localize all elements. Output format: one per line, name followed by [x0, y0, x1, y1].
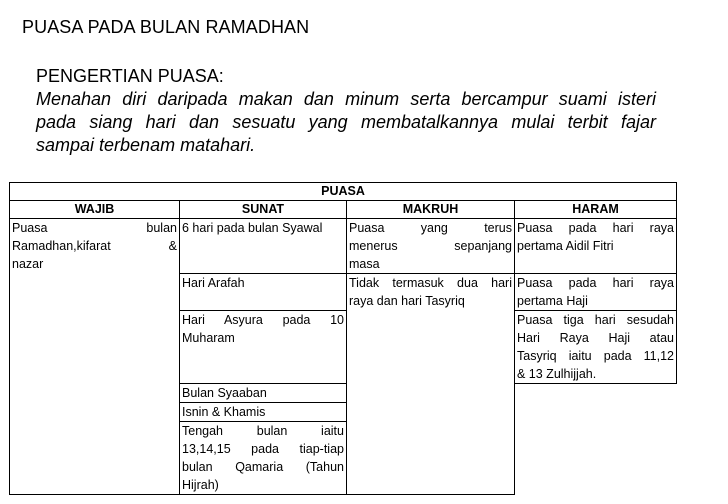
puasa-table	[9, 182, 677, 495]
definition-heading: PENGERTIAN PUASA:	[36, 66, 224, 86]
column-header-sunat: SUNAT	[180, 201, 347, 219]
cell-line: nazar	[12, 257, 44, 271]
haram-cell	[515, 219, 677, 274]
cell-line: Tidak termasuk dua hari	[349, 276, 512, 290]
cell-line: Hari Asyura pada 10	[182, 313, 344, 327]
makruh-cell	[347, 274, 515, 495]
cell-line: pertama Haji	[517, 294, 588, 308]
cell-line: Tengah bulan iaitu	[182, 424, 344, 438]
cell-line: & 13 Zulhijjah.	[517, 367, 597, 381]
makruh-cell	[347, 219, 515, 274]
column-header-haram: HARAM	[515, 201, 677, 219]
definition-line: Menahan diri daripada makan dan minum serta bercampur suami isteri	[36, 89, 656, 109]
cell-line: Hari Raya Haji atau	[517, 331, 675, 345]
table-caption: PUASA	[10, 183, 677, 201]
cell-line: Hari Arafah	[182, 276, 245, 290]
sunat-cell	[180, 403, 347, 422]
sunat-cell	[180, 422, 347, 495]
sunat-cell	[180, 311, 347, 384]
cell-line: raya dan hari Tasyriq	[349, 294, 465, 308]
haram-empty	[515, 384, 677, 495]
cell-line: Muharam	[182, 331, 235, 345]
column-header-wajib: WAJIB	[10, 201, 180, 219]
cell-line: pertama Aidil Fitri	[517, 239, 614, 253]
sunat-cell	[180, 219, 347, 274]
definition-line: pada siang hari dan sesuatu yang membatalkannya mulai terbit fajar	[36, 112, 656, 132]
cell-line: 6 hari pada bulan Syawal	[182, 221, 323, 235]
cell-line: Puasa pada hari raya	[517, 276, 675, 290]
page-title: PUASA PADA BULAN RAMADHAN	[22, 17, 310, 37]
cell-line: Puasa tiga hari sesudah	[517, 313, 675, 327]
column-header-makruh: MAKRUH	[347, 201, 515, 219]
cell-line: masa	[349, 257, 380, 271]
definition-text	[36, 88, 656, 157]
cell-line: Hijrah)	[182, 478, 219, 492]
cell-line: menerus sepanjang	[349, 239, 512, 253]
haram-cell	[515, 274, 677, 311]
cell-line: bulan Qamaria (Tahun	[182, 460, 344, 474]
cell-line: Isnin & Khamis	[182, 405, 266, 419]
sunat-cell	[180, 384, 347, 403]
definition-line: sampai terbenam matahari.	[36, 135, 256, 155]
cell-line: Bulan Syaaban	[182, 386, 267, 400]
cell-line: Ramadhan,kifarat &	[12, 239, 177, 253]
cell-line: Puasa pada hari raya	[517, 221, 675, 235]
haram-cell	[515, 311, 677, 384]
wajib-cell	[10, 219, 180, 495]
cell-line: 13,14,15 pada tiap-tiap	[182, 442, 344, 456]
cell-line: Puasa bulan	[12, 221, 177, 235]
sunat-cell	[180, 274, 347, 311]
cell-line: Puasa yang terus	[349, 221, 512, 235]
cell-line: Tasyriq iaitu pada 11,12	[517, 349, 675, 363]
